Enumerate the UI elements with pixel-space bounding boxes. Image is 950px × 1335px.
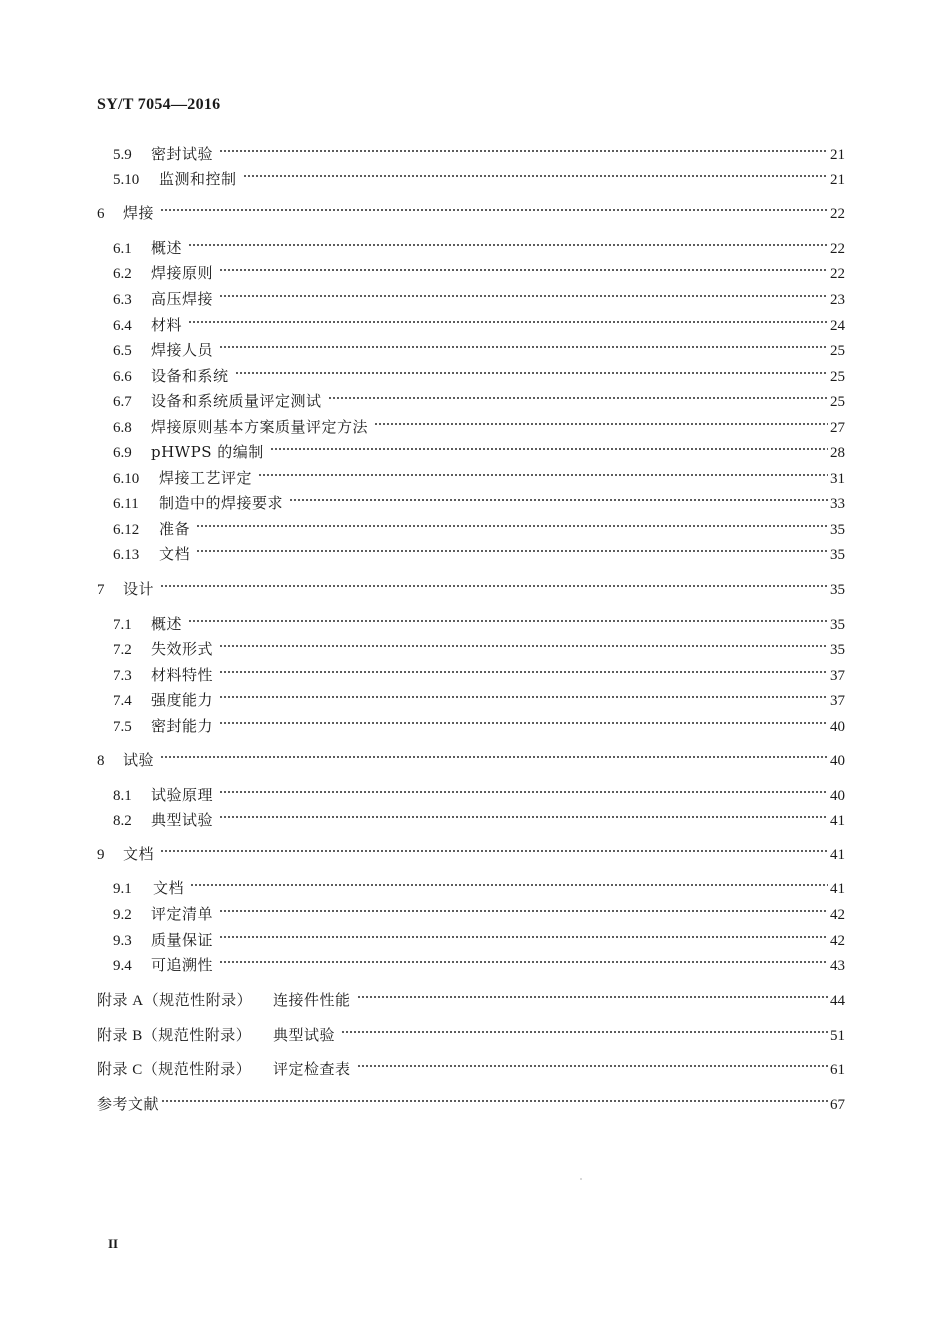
leader-dots <box>270 447 828 453</box>
toc-entry-page: 33 <box>830 496 845 512</box>
toc-entry-title: pHWPS 的编制 <box>151 443 264 461</box>
toc-entry-title: 制造中的焊接要求 <box>159 494 284 512</box>
leader-dots <box>219 670 828 676</box>
toc-entry-number: 7.3 <box>113 668 132 684</box>
toc-entry-number: 7 <box>97 582 105 598</box>
toc-entry-page: 41 <box>830 881 845 897</box>
toc-entry-title: 连接件性能 <box>273 991 351 1009</box>
leader-dots <box>328 396 828 402</box>
toc-entry-title: 概述 <box>151 239 183 257</box>
leader-dots <box>219 268 828 274</box>
toc-entry-page: 40 <box>830 788 845 804</box>
toc-entry-appendix[interactable] <box>97 1058 845 1080</box>
leader-dots <box>357 1064 828 1070</box>
leader-dots <box>219 695 828 701</box>
toc-entry-title: 焊接人员 <box>151 341 214 359</box>
toc-entry-number: 6.8 <box>113 420 132 436</box>
toc-entry-title: 文档 <box>153 879 185 897</box>
toc-entry[interactable] <box>113 365 845 387</box>
toc-entry-number: 9 <box>97 847 105 863</box>
leader-dots <box>190 883 828 889</box>
leader-dots <box>161 1099 828 1105</box>
toc-entry-title: 典型试验 <box>151 811 214 829</box>
toc-entry-page: 42 <box>830 907 845 923</box>
toc-entry-title: 材料特性 <box>151 666 214 684</box>
toc-entry-page: 25 <box>830 394 845 410</box>
document-standard-number: SY/T 7054—2016 <box>97 96 221 113</box>
toc-entry[interactable] <box>113 715 845 737</box>
leader-dots <box>357 995 828 1001</box>
toc-entry-number: 6.6 <box>113 369 132 385</box>
leader-dots <box>243 174 828 180</box>
toc-entry-page: 37 <box>830 693 845 709</box>
toc-entry-page: 22 <box>830 266 845 282</box>
toc-entry-number: 6.3 <box>113 292 132 308</box>
toc-entry-page: 25 <box>830 343 845 359</box>
toc-entry-title: 失效形式 <box>151 640 214 658</box>
toc-entry-number: 6.9 <box>113 445 132 461</box>
toc-entry-chapter[interactable] <box>97 749 845 771</box>
leader-dots <box>160 755 828 761</box>
toc-entry[interactable] <box>113 288 845 310</box>
toc-entry-appendix[interactable] <box>97 989 845 1011</box>
toc-entry[interactable] <box>113 809 845 831</box>
leader-dots <box>196 524 828 530</box>
toc-entry-title: 焊接工艺评定 <box>159 469 253 487</box>
toc-entry[interactable] <box>113 543 845 565</box>
leader-dots <box>258 473 828 479</box>
leader-dots <box>219 345 828 351</box>
toc-entry-title: 设备和系统 <box>151 367 229 385</box>
toc-entry[interactable] <box>113 467 845 489</box>
toc-entry-title: 质量保证 <box>151 931 214 949</box>
toc-entry-page: 35 <box>830 582 845 598</box>
toc-entry[interactable] <box>113 518 845 540</box>
toc-entry-number: 6.11 <box>113 496 139 512</box>
toc-entry-title: 高压焊接 <box>151 290 214 308</box>
toc-entry-chapter[interactable] <box>97 202 845 224</box>
toc-entry-page: 35 <box>830 547 845 563</box>
leader-dots <box>188 619 828 625</box>
toc-entry-title: 设备和系统质量评定测试 <box>151 392 322 410</box>
toc-entry-number: 5.10 <box>113 172 140 188</box>
toc-entry-number: 9.3 <box>113 933 132 949</box>
toc-entry-number: 6 <box>97 206 105 222</box>
toc-entry-page: 22 <box>830 241 845 257</box>
leader-dots <box>219 815 828 821</box>
toc-entry-title: 试验 <box>123 751 155 769</box>
toc-entry[interactable] <box>113 168 845 190</box>
scan-artifact <box>580 1178 582 1180</box>
toc-entry-page: 61 <box>830 1062 845 1078</box>
toc-entry-number: 6.4 <box>113 318 132 334</box>
leader-dots <box>160 849 828 855</box>
toc-entry-title: 试验原理 <box>151 786 214 804</box>
toc-entry-appendix[interactable] <box>97 1024 845 1046</box>
toc-entry-number: 6.1 <box>113 241 132 257</box>
leader-dots <box>188 320 828 326</box>
leader-dots <box>219 721 828 727</box>
toc-entry-title: 焊接 <box>123 204 155 222</box>
toc-entry-number: 附录 A（规范性附录） <box>97 993 253 1009</box>
toc-entry-number: 8 <box>97 753 105 769</box>
toc-entry-page: 21 <box>830 172 845 188</box>
leader-dots <box>219 790 828 796</box>
leader-dots <box>160 584 828 590</box>
toc-entry[interactable] <box>113 416 845 438</box>
toc-entry-number: 附录 C（规范性附录） <box>97 1062 252 1078</box>
toc-entry-number: 9.2 <box>113 907 132 923</box>
toc-entry-number: 7.5 <box>113 719 132 735</box>
toc-entry[interactable] <box>113 237 845 259</box>
toc-entry-title: 评定清单 <box>151 905 214 923</box>
toc-entry-page: 67 <box>830 1097 845 1113</box>
toc-entry-chapter[interactable] <box>97 843 845 865</box>
toc-entry-page: 41 <box>830 847 845 863</box>
toc-entry-page: 51 <box>830 1028 845 1044</box>
toc-entry-page: 21 <box>830 147 845 163</box>
toc-entry-number: 7.2 <box>113 642 132 658</box>
toc-entry-title: 密封试验 <box>151 145 214 163</box>
toc-entry[interactable] <box>113 441 845 463</box>
toc-entry-title: 准备 <box>159 520 191 538</box>
toc-entry-page: 35 <box>830 617 845 633</box>
toc-entry[interactable] <box>113 492 845 514</box>
toc-entry-page: 42 <box>830 933 845 949</box>
page-number: II <box>108 1236 119 1251</box>
toc-entry-title: 监测和控制 <box>159 170 237 188</box>
leader-dots <box>160 208 828 214</box>
toc-entry-title: 强度能力 <box>151 691 214 709</box>
toc-entry[interactable] <box>113 314 845 336</box>
toc-entry-page: 31 <box>830 471 845 487</box>
leader-dots <box>196 549 828 555</box>
toc-entry-page: 41 <box>830 813 845 829</box>
toc-entry-title: 典型试验 <box>273 1026 336 1044</box>
toc-entry-number: 6.5 <box>113 343 132 359</box>
leader-dots <box>219 149 828 155</box>
toc-entry-number: 6.7 <box>113 394 132 410</box>
toc-entry-number: 5.9 <box>113 147 132 163</box>
toc-entry-chapter[interactable] <box>97 578 845 600</box>
toc-entry-title: 概述 <box>151 615 183 633</box>
toc-entry[interactable] <box>113 143 845 165</box>
toc-entry-page: 44 <box>830 993 845 1009</box>
leader-dots <box>219 960 828 966</box>
toc-entry[interactable] <box>113 954 845 976</box>
toc-entry[interactable] <box>113 877 845 899</box>
toc-entry[interactable] <box>113 929 845 951</box>
leader-dots <box>219 935 828 941</box>
toc-entry[interactable] <box>113 638 845 660</box>
toc-entry-title: 材料 <box>151 316 183 334</box>
toc-entry[interactable] <box>113 903 845 925</box>
toc-entry-number: 6.2 <box>113 266 132 282</box>
toc-entry-page: 35 <box>830 642 845 658</box>
toc-entry-number: 7.4 <box>113 693 132 709</box>
toc-entry-number: 6.10 <box>113 471 140 487</box>
toc-entry-page: 27 <box>830 420 845 436</box>
toc-entry-title: 文档 <box>123 845 155 863</box>
leader-dots <box>235 371 828 377</box>
toc-entry-title: 评定检查表 <box>273 1060 351 1078</box>
toc-entry[interactable] <box>113 390 845 412</box>
toc-entry-page: 24 <box>830 318 845 334</box>
leader-dots <box>219 644 828 650</box>
toc-entry[interactable] <box>113 784 845 806</box>
leader-dots <box>219 294 828 300</box>
leader-dots <box>289 498 828 504</box>
toc-entry-number: 附录 B（规范性附录） <box>97 1028 252 1044</box>
toc-entry-page: 37 <box>830 668 845 684</box>
toc-entry-page: 23 <box>830 292 845 308</box>
leader-dots <box>188 243 828 249</box>
toc-entry-number: 9.4 <box>113 958 132 974</box>
toc-entry-number: 6.13 <box>113 547 140 563</box>
toc-entry[interactable] <box>113 689 845 711</box>
toc-entry-title: 密封能力 <box>151 717 214 735</box>
toc-entry[interactable] <box>113 664 845 686</box>
toc-entry-page: 28 <box>830 445 845 461</box>
toc-entry-page: 35 <box>830 522 845 538</box>
toc-entry-title: 参考文献 <box>97 1095 160 1113</box>
toc-entry-title: 文档 <box>159 545 191 563</box>
toc-entry[interactable] <box>113 613 845 635</box>
toc-entry-number: 6.12 <box>113 522 140 538</box>
toc-entry-page: 25 <box>830 369 845 385</box>
leader-dots <box>219 909 828 915</box>
toc-entry-title: 可追溯性 <box>151 956 214 974</box>
toc-entry-page: 43 <box>830 958 845 974</box>
toc-entry[interactable] <box>113 339 845 361</box>
toc-entry-number: 8.2 <box>113 813 132 829</box>
toc-entry-title: 焊接原则 <box>151 264 214 282</box>
leader-dots <box>341 1030 828 1036</box>
toc-entry-page: 40 <box>830 719 845 735</box>
toc-entry-title: 设计 <box>123 580 155 598</box>
toc-entry-references[interactable] <box>97 1093 845 1115</box>
toc-entry-title: 焊接原则基本方案质量评定方法 <box>151 418 369 436</box>
toc-entry-page: 22 <box>830 206 845 222</box>
toc-entry-number: 8.1 <box>113 788 132 804</box>
toc-entry-number: 7.1 <box>113 617 132 633</box>
toc-entry-page: 40 <box>830 753 845 769</box>
toc-entry-number: 9.1 <box>113 881 132 897</box>
toc-entry[interactable] <box>113 262 845 284</box>
leader-dots <box>374 422 828 428</box>
